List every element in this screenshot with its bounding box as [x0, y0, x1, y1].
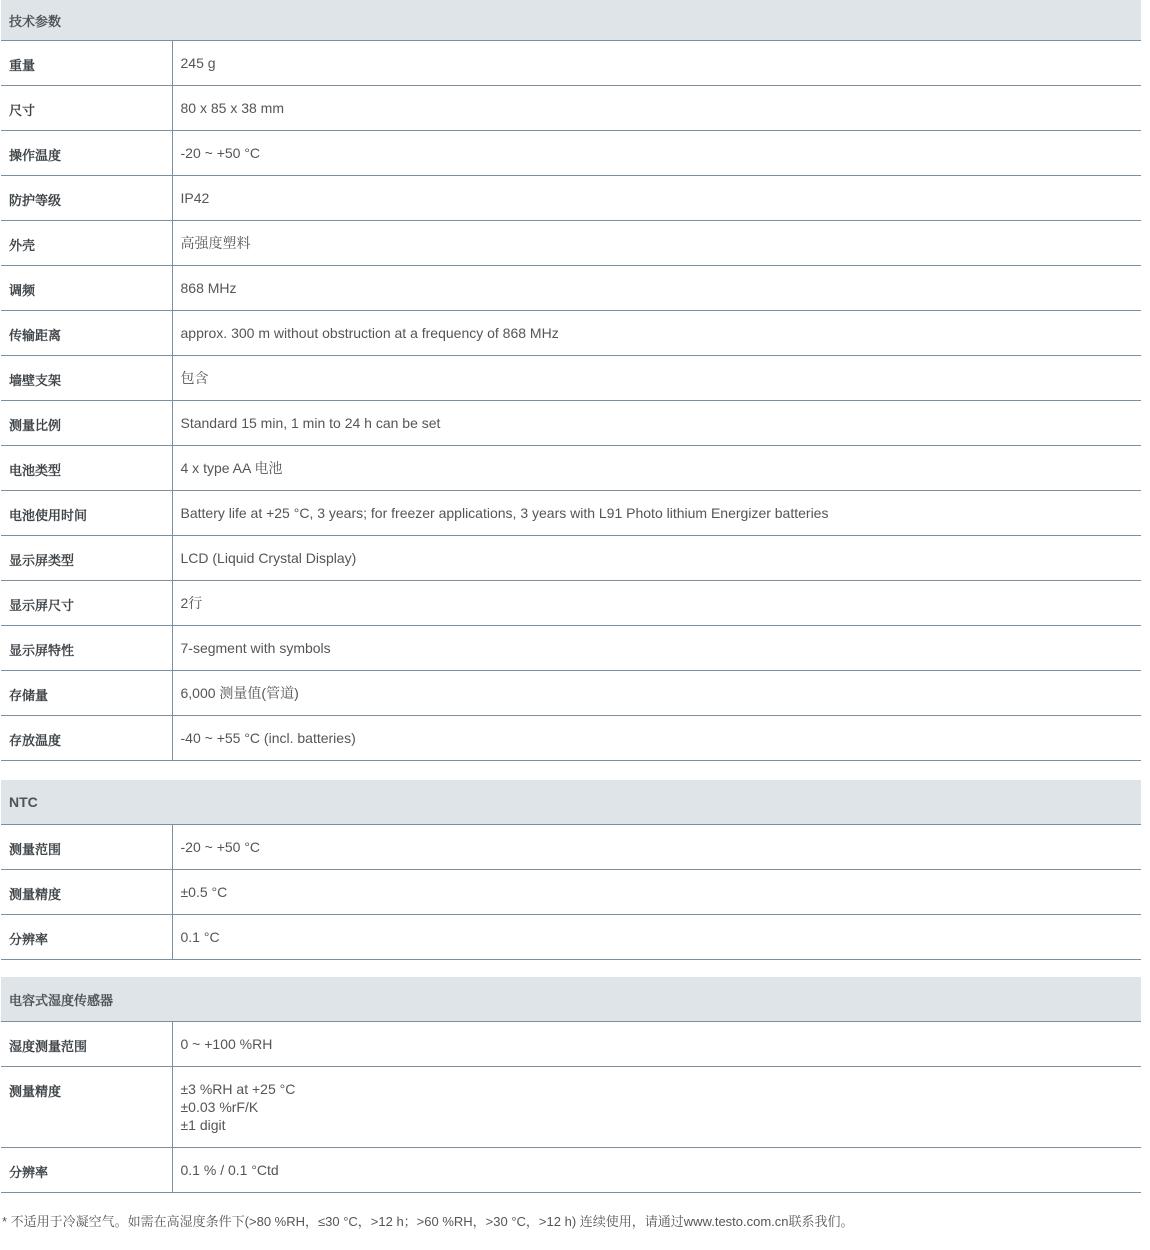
- spec-value: 868 MHz: [172, 266, 1141, 311]
- table-row: [1, 825, 1141, 870]
- table-row: [1, 311, 1141, 356]
- table-row: [1, 491, 1141, 536]
- table-row: [1, 626, 1141, 671]
- spec-value: 包含: [172, 356, 1141, 401]
- spec-value-line: ±1 digit: [180, 1117, 226, 1133]
- spec-label: 湿度测量范围: [1, 1022, 172, 1067]
- table-row: [1, 536, 1141, 581]
- spec-value: 0.1 % / 0.1 °Ctd: [172, 1148, 1141, 1193]
- table-row: [1, 870, 1141, 915]
- spec-value: 0.1 °C: [172, 915, 1141, 960]
- spec-value: -20 ~ +50 °C: [172, 825, 1141, 870]
- spec-value: 6,000 测量值(管道): [172, 671, 1141, 716]
- technical-specs-table: [1, 0, 1141, 761]
- spec-label: 显示屏特性: [1, 626, 172, 671]
- spec-value: ±0.5 °C: [172, 870, 1141, 915]
- spec-label: 显示屏类型: [1, 536, 172, 581]
- spec-label: 分辨率: [1, 1148, 172, 1193]
- table-row: [1, 581, 1141, 626]
- section-header-row: [1, 0, 1141, 41]
- table-row: [1, 266, 1141, 311]
- table-row: [1, 446, 1141, 491]
- spec-label: 测量精度: [1, 1067, 172, 1148]
- section-header-row: [1, 780, 1141, 825]
- spec-value: 7-segment with symbols: [172, 626, 1141, 671]
- spec-label: 墙壁支架: [1, 356, 172, 401]
- spec-value: 0 ~ +100 %RH: [172, 1022, 1141, 1067]
- table-row: [1, 176, 1141, 221]
- spec-label: 测量比例: [1, 401, 172, 446]
- section-title-humidity: 电容式湿度传感器: [1, 977, 1141, 1022]
- table-row: [1, 221, 1141, 266]
- spec-label: 尺寸: [1, 86, 172, 131]
- spec-value-line: ±3 %RH at +25 °C: [180, 1081, 296, 1097]
- section-title-technical: 技术参数: [1, 0, 1141, 41]
- spec-label: 存放温度: [1, 716, 172, 761]
- table-row: [1, 86, 1141, 131]
- spec-value: LCD (Liquid Crystal Display): [172, 536, 1141, 581]
- spec-value: 4 x type AA 电池: [172, 446, 1141, 491]
- spec-value: Battery life at +25 °C, 3 years; for freezer applications, 3 years with L91 Photo lithium Energizer batteries: [172, 491, 1141, 536]
- table-row: [1, 401, 1141, 446]
- spec-value: -20 ~ +50 °C: [172, 131, 1141, 176]
- spec-value: Standard 15 min, 1 min to 24 h can be set: [172, 401, 1141, 446]
- spec-value: 245 g: [172, 41, 1141, 86]
- spec-label: 外壳: [1, 221, 172, 266]
- spec-value: 80 x 85 x 38 mm: [172, 86, 1141, 131]
- footnote: * 不适用于冷凝空气。如需在高湿度条件下(>80 %RH，≤30 °C，>12 h；>60 %RH，>30 °C，>12 h) 连续使用，请通过www.testo.com.cn联系我们。: [2, 1214, 854, 1229]
- spec-label: 重量: [1, 41, 172, 86]
- table-row: [1, 1067, 1141, 1148]
- table-row: [1, 915, 1141, 960]
- spec-label: 测量范围: [1, 825, 172, 870]
- spec-value: IP42: [172, 176, 1141, 221]
- spec-label: 调频: [1, 266, 172, 311]
- spec-label: 测量精度: [1, 870, 172, 915]
- table-row: [1, 1022, 1141, 1067]
- spec-label: 操作温度: [1, 131, 172, 176]
- table-row: [1, 1148, 1141, 1193]
- section-title-ntc: NTC: [1, 780, 1141, 825]
- table-row: [1, 356, 1141, 401]
- spec-value: 2行: [172, 581, 1141, 626]
- spec-label: 显示屏尺寸: [1, 581, 172, 626]
- spec-label: 电池使用时间: [1, 491, 172, 536]
- humidity-sensor-specs-table: [1, 977, 1141, 1193]
- spec-value: approx. 300 m without obstruction at a frequency of 868 MHz: [172, 311, 1141, 356]
- spec-value-multiline: [172, 1067, 1141, 1148]
- section-header-row: [1, 977, 1141, 1022]
- spec-label: 电池类型: [1, 446, 172, 491]
- spec-value: 高强度塑料: [172, 221, 1141, 266]
- spec-label: 传输距离: [1, 311, 172, 356]
- table-row: [1, 131, 1141, 176]
- spec-label: 分辨率: [1, 915, 172, 960]
- table-row: [1, 716, 1141, 761]
- ntc-specs-table: [1, 780, 1141, 960]
- table-row: [1, 41, 1141, 86]
- spec-label: 防护等级: [1, 176, 172, 221]
- spec-value: -40 ~ +55 °C (incl. batteries): [172, 716, 1141, 761]
- table-row: [1, 671, 1141, 716]
- spec-label: 存储量: [1, 671, 172, 716]
- spec-value-line: ±0.03 %rF/K: [180, 1099, 259, 1115]
